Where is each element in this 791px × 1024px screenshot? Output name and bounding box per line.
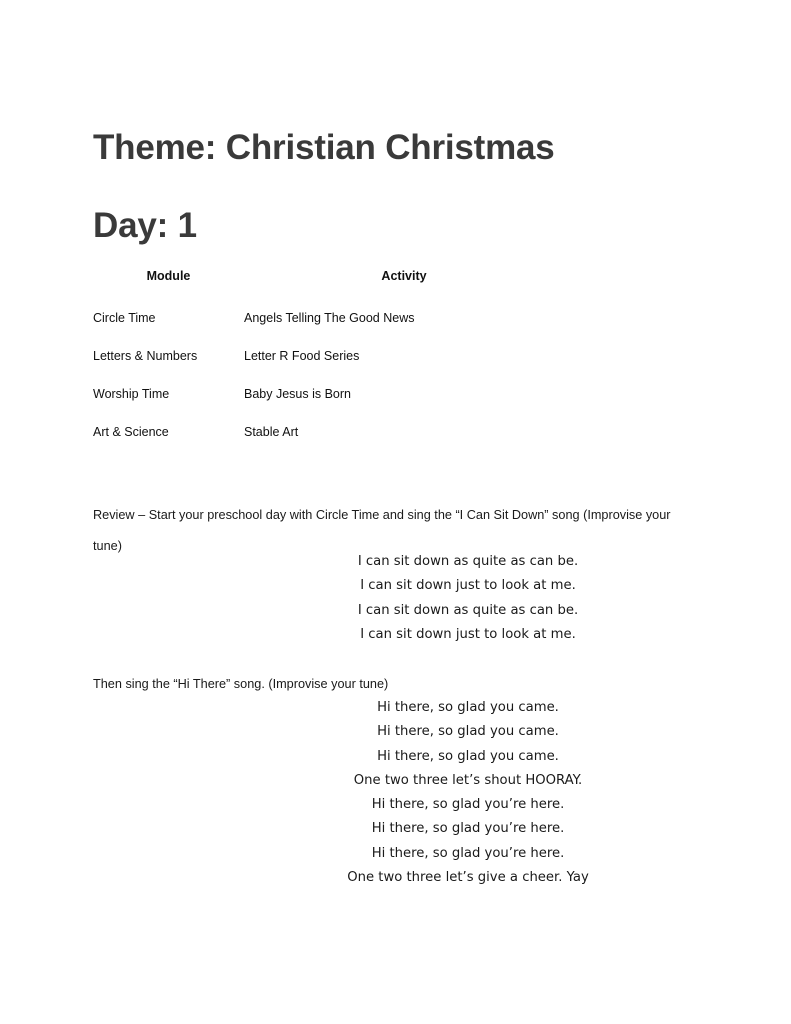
lyric-line: One two three let’s give a cheer. Yay xyxy=(347,870,589,886)
lyric-line: Hi there, so glad you’re here. xyxy=(371,821,565,837)
cell-activity: Angels Telling The Good News xyxy=(244,311,415,325)
schedule-table-header xyxy=(93,269,564,307)
theme-heading: Theme: Christian Christmas xyxy=(93,128,555,167)
cell-module: Art & Science xyxy=(93,425,169,439)
song-lyrics-i-can-sit-down xyxy=(318,550,618,647)
lyric-line: One two three let’s shout HOORAY. xyxy=(353,772,583,788)
lyric-line: I can sit down just to look at me. xyxy=(360,626,576,642)
lyric-line: Hi there, so glad you came. xyxy=(377,724,559,740)
cell-module: Circle Time xyxy=(93,311,156,325)
cell-module: Worship Time xyxy=(93,387,170,401)
cell-activity: Stable Art xyxy=(244,425,299,439)
cell-activity: Letter R Food Series xyxy=(244,349,360,363)
column-header-activity: Activity xyxy=(381,269,427,283)
lyric-line: Hi there, so glad you’re here. xyxy=(371,797,565,813)
table-row xyxy=(93,421,564,459)
then-sing-paragraph: Then sing the “Hi There” song. (Improvise your tune) xyxy=(93,677,389,691)
cell-module: Letters & Numbers xyxy=(93,349,198,363)
cell-activity: Baby Jesus is Born xyxy=(244,387,351,401)
song-lyrics-hi-there xyxy=(318,696,618,890)
schedule-table xyxy=(93,269,564,459)
review-paragraph: Review – Start your preschool day with Circle Time and sing the “I Can Sit Down” song (Improvise your tune) xyxy=(93,508,671,553)
table-row xyxy=(93,345,564,383)
day-heading: Day: 1 xyxy=(93,206,197,245)
lyric-line: Hi there, so glad you came. xyxy=(377,700,559,715)
lyric-line: I can sit down as quite as can be. xyxy=(357,602,579,618)
column-header-module: Module xyxy=(146,269,191,283)
lyric-line: I can sit down as quite as can be. xyxy=(357,554,579,569)
table-row xyxy=(93,383,564,421)
table-header-row xyxy=(93,269,564,307)
schedule-table-body xyxy=(93,307,564,459)
lyric-line: Hi there, so glad you came. xyxy=(377,748,559,764)
lyric-line: Hi there, so glad you’re here. xyxy=(371,845,565,861)
table-row xyxy=(93,307,564,345)
lyric-line: I can sit down just to look at me. xyxy=(360,578,576,594)
